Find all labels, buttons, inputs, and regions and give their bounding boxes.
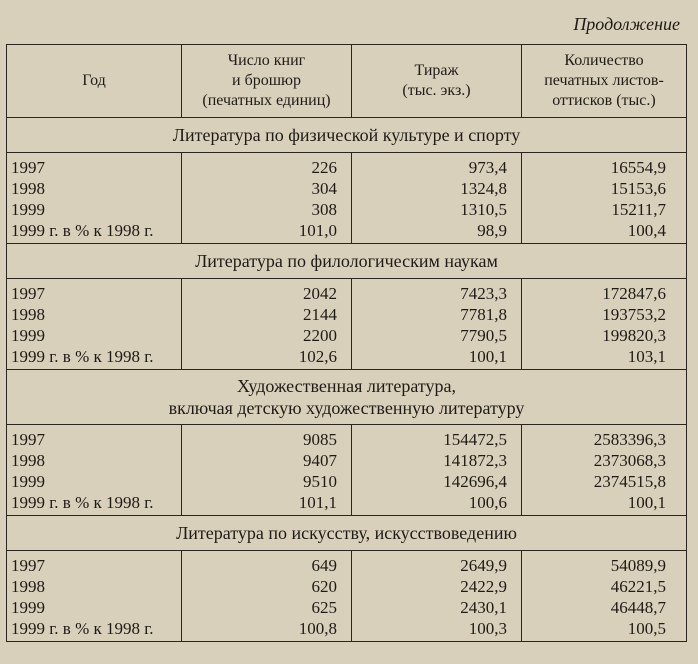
- sheets-cell: 172847,6 193753,2 199820,3 103,1: [522, 279, 687, 370]
- header-sheets: Количество печатных листов- оттисков (тыс.): [522, 45, 687, 118]
- statistics-table: [6, 44, 687, 642]
- header-books: Число книг и брошюр (печатных единиц): [182, 45, 352, 118]
- years-cell: 1997 1998 1999 1999 г. в % к 1998 г.: [7, 279, 182, 370]
- sheets-cell: 54089,9 46221,5 46448,7 100,5: [522, 551, 687, 642]
- circulation-cell: 973,4 1324,8 1310,5 98,9: [352, 153, 522, 244]
- circulation-cell: 154472,5 141872,3 142696,4 100,6: [352, 425, 522, 516]
- sheets-cell: 16554,9 15153,6 15211,7 100,4: [522, 153, 687, 244]
- header-circulation: Тираж (тыс. экз.): [352, 45, 522, 118]
- section-title-row: [7, 516, 687, 551]
- years-cell: 1997 1998 1999 1999 г. в % к 1998 г.: [7, 551, 182, 642]
- section-data-row: [7, 279, 687, 370]
- section-title: Литература по физической культуре и спорту: [7, 118, 687, 153]
- section-title: Литература по филологическим наукам: [7, 244, 687, 279]
- header-row: [7, 45, 687, 118]
- books-cell: 649 620 625 100,8: [182, 551, 352, 642]
- years-cell: 1997 1998 1999 1999 г. в % к 1998 г.: [7, 153, 182, 244]
- sheets-cell: 2583396,3 2373068,3 2374515,8 100,1: [522, 425, 687, 516]
- books-cell: 2042 2144 2200 102,6: [182, 279, 352, 370]
- years-cell: 1997 1998 1999 1999 г. в % к 1998 г.: [7, 425, 182, 516]
- header-year: Год: [7, 45, 182, 118]
- section-title-row: [7, 370, 687, 425]
- section-data-row: [7, 153, 687, 244]
- books-cell: 226 304 308 101,0: [182, 153, 352, 244]
- section-title-row: [7, 118, 687, 153]
- section-title: Художественная литература, включая детскую художественную литературу: [7, 370, 687, 425]
- continuation-label: Продолжение: [573, 14, 680, 34]
- section-title-row: [7, 244, 687, 279]
- circulation-cell: 7423,3 7781,8 7790,5 100,1: [352, 279, 522, 370]
- books-cell: 9085 9407 9510 101,1: [182, 425, 352, 516]
- section-data-row: [7, 551, 687, 642]
- section-title: Литература по искусству, искусствоведению: [7, 516, 687, 551]
- circulation-cell: 2649,9 2422,9 2430,1 100,3: [352, 551, 522, 642]
- section-data-row: [7, 425, 687, 516]
